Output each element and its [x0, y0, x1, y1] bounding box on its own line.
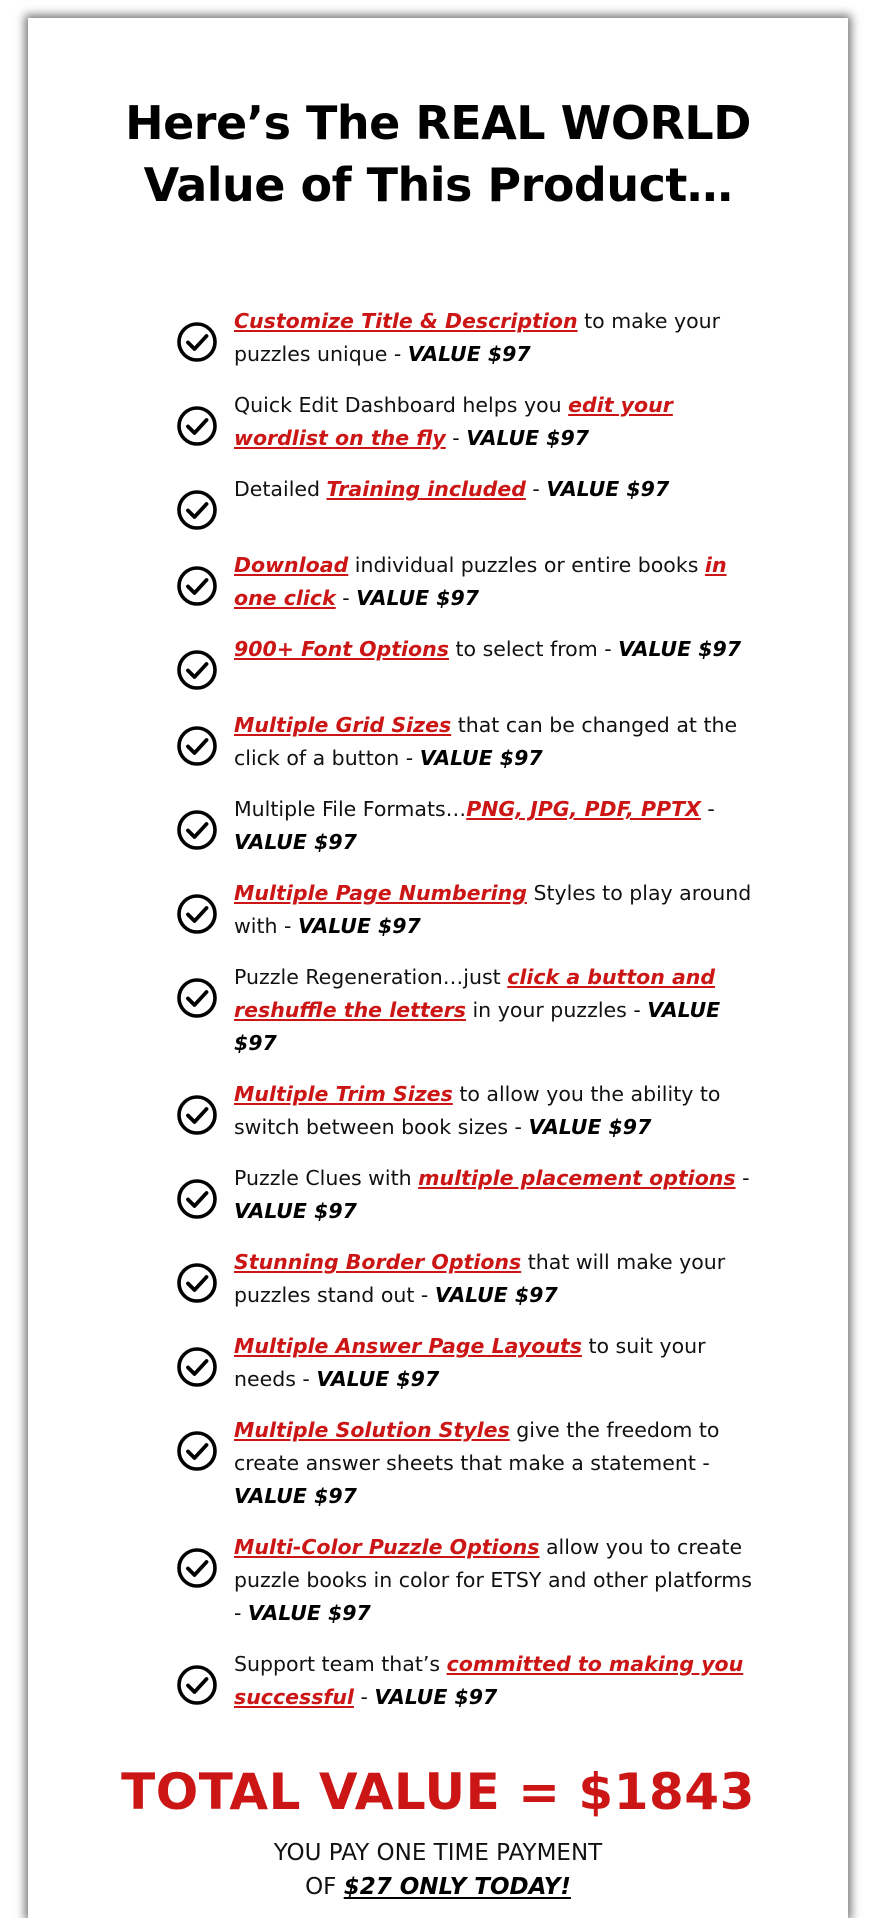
- feature-plain-text: Support team that’s: [234, 1652, 447, 1676]
- value-stack-card: [28, 18, 848, 1918]
- feature-item: [176, 1648, 756, 1714]
- feature-highlight-link[interactable]: multiple placement options: [418, 1166, 736, 1190]
- feature-plain-text: to suit your needs -: [234, 1334, 706, 1391]
- feature-text: [234, 1648, 756, 1714]
- feature-item: [176, 1078, 756, 1144]
- feature-text: [234, 793, 756, 859]
- feature-highlight-link[interactable]: 900+ Font Options: [234, 637, 449, 661]
- check-circle-icon: [176, 1346, 218, 1388]
- feature-item: [176, 1246, 756, 1312]
- feature-value-label: VALUE $97: [466, 426, 590, 450]
- feature-highlight-link[interactable]: edit your wordlist on the fly: [234, 393, 673, 450]
- feature-value-label: VALUE $97: [374, 1685, 498, 1709]
- feature-highlight-link[interactable]: Training included: [326, 477, 526, 501]
- total-value-heading: TOTAL VALUE = $1843: [121, 1763, 755, 1821]
- check-circle-icon: [176, 1664, 218, 1706]
- feature-plain-text: that can be changed at the click of a button -: [234, 713, 738, 770]
- feature-value-label: VALUE $97: [247, 1601, 371, 1625]
- feature-text: [234, 549, 756, 615]
- page-title-line-2: Value of This Product…: [143, 158, 733, 212]
- feature-plain-text: to allow you the ability to switch between book sizes -: [234, 1082, 721, 1139]
- check-circle-icon: [176, 565, 218, 607]
- feature-text: [234, 1078, 756, 1144]
- feature-highlight-link[interactable]: Multiple Answer Page Layouts: [234, 1334, 582, 1358]
- feature-highlight-link[interactable]: Multiple Trim Sizes: [234, 1082, 453, 1106]
- check-circle-icon: [176, 1430, 218, 1472]
- feature-text: [234, 1330, 756, 1396]
- feature-plain-text: give the freedom to create answer sheets that make a statement -: [234, 1418, 720, 1475]
- feature-text: [234, 633, 756, 666]
- check-circle-icon: [176, 321, 218, 363]
- feature-highlight-link[interactable]: Multiple Solution Styles: [234, 1418, 510, 1442]
- feature-value-label: VALUE $97: [234, 830, 357, 854]
- feature-item: [176, 793, 756, 859]
- payment-line-1: YOU PAY ONE TIME PAYMENT: [273, 1840, 603, 1866]
- feature-plain-text: Multiple File Formats…: [234, 797, 467, 821]
- feature-value-label: VALUE $97: [528, 1115, 652, 1139]
- feature-text: [234, 877, 756, 943]
- feature-value-label: VALUE $97: [234, 1484, 357, 1508]
- feature-text: [234, 1162, 756, 1228]
- payment-price: $27 ONLY TODAY!: [343, 1874, 571, 1900]
- feature-plain-text: that will make your puzzles stand out -: [234, 1250, 726, 1307]
- feature-value-label: VALUE $97: [356, 586, 480, 610]
- feature-plain-text: -: [735, 1166, 750, 1190]
- feature-value-label: VALUE $97: [419, 746, 543, 770]
- feature-plain-text: to select from -: [448, 637, 619, 661]
- feature-highlight-link[interactable]: Customize Title & Description: [234, 309, 578, 333]
- feature-text: [234, 1531, 756, 1630]
- feature-plain-text: allow you to create puzzle books in color for ETSY and other platforms -: [234, 1535, 752, 1625]
- feature-item: [176, 633, 756, 691]
- feature-list: [176, 305, 756, 1732]
- feature-value-label: VALUE $97: [297, 914, 421, 938]
- check-circle-icon: [176, 809, 218, 851]
- feature-item: [176, 709, 756, 775]
- feature-item: [176, 1531, 756, 1630]
- feature-plain-text: -: [335, 586, 357, 610]
- check-circle-icon: [176, 405, 218, 447]
- feature-item: [176, 1414, 756, 1513]
- feature-highlight-link[interactable]: Download: [234, 553, 349, 577]
- feature-text: [234, 709, 756, 775]
- check-circle-icon: [176, 893, 218, 935]
- check-circle-icon: [176, 977, 218, 1019]
- feature-item: [176, 473, 756, 531]
- feature-plain-text: Puzzle Clues with: [234, 1166, 419, 1190]
- feature-plain-text: -: [353, 1685, 375, 1709]
- feature-item: [176, 305, 756, 371]
- check-circle-icon: [176, 1262, 218, 1304]
- feature-plain-text: -: [525, 477, 547, 501]
- feature-value-label: VALUE $97: [234, 998, 721, 1055]
- feature-item: [176, 1330, 756, 1396]
- feature-plain-text: Quick Edit Dashboard helps you: [234, 393, 569, 417]
- page-title-line-1: Here’s The REAL WORLD: [125, 96, 751, 150]
- feature-plain-text: -: [700, 797, 715, 821]
- feature-value-label: VALUE $97: [316, 1367, 440, 1391]
- feature-value-label: VALUE $97: [434, 1283, 558, 1307]
- feature-highlight-link[interactable]: Multi-Color Puzzle Options: [234, 1535, 540, 1559]
- feature-highlight-link[interactable]: PNG, JPG, PDF, PPTX: [466, 797, 701, 821]
- feature-plain-text: -: [445, 426, 467, 450]
- feature-text: [234, 961, 756, 1060]
- feature-value-label: VALUE $97: [546, 477, 670, 501]
- feature-value-label: VALUE $97: [407, 342, 531, 366]
- feature-item: [176, 877, 756, 943]
- page-title: [28, 92, 848, 216]
- feature-highlight-link[interactable]: Multiple Grid Sizes: [234, 713, 452, 737]
- feature-item: [176, 961, 756, 1060]
- feature-highlight-link[interactable]: Stunning Border Options: [234, 1250, 522, 1274]
- feature-value-label: VALUE $97: [618, 637, 742, 661]
- feature-item: [176, 389, 756, 455]
- feature-highlight-link[interactable]: in one click: [234, 553, 727, 610]
- feature-plain-text: Detailed: [234, 477, 327, 501]
- check-circle-icon: [176, 649, 218, 691]
- feature-plain-text: Styles to play around with -: [234, 881, 752, 938]
- check-circle-icon: [176, 489, 218, 531]
- feature-item: [176, 1162, 756, 1228]
- feature-text: [234, 1246, 756, 1312]
- check-circle-icon: [176, 1094, 218, 1136]
- feature-plain-text: to make your puzzles unique -: [234, 309, 721, 366]
- payment-line-2-prefix: OF: [305, 1874, 344, 1900]
- check-circle-icon: [176, 1547, 218, 1589]
- feature-highlight-link[interactable]: Multiple Page Numbering: [234, 881, 527, 905]
- feature-text: [234, 389, 756, 455]
- payment-note: [28, 1836, 848, 1904]
- feature-highlight-link[interactable]: committed to making you successful: [234, 1652, 744, 1709]
- feature-text: [234, 305, 756, 371]
- feature-plain-text: in your puzzles -: [465, 998, 648, 1022]
- feature-value-label: VALUE $97: [234, 1199, 357, 1223]
- check-circle-icon: [176, 1178, 218, 1220]
- feature-text: [234, 473, 756, 506]
- feature-text: [234, 1414, 756, 1513]
- check-circle-icon: [176, 725, 218, 767]
- feature-item: [176, 549, 756, 615]
- feature-plain-text: Puzzle Regeneration…just: [234, 965, 508, 989]
- feature-highlight-link[interactable]: click a button and reshuffle the letters: [234, 965, 716, 1022]
- feature-plain-text: individual puzzles or entire books: [348, 553, 705, 577]
